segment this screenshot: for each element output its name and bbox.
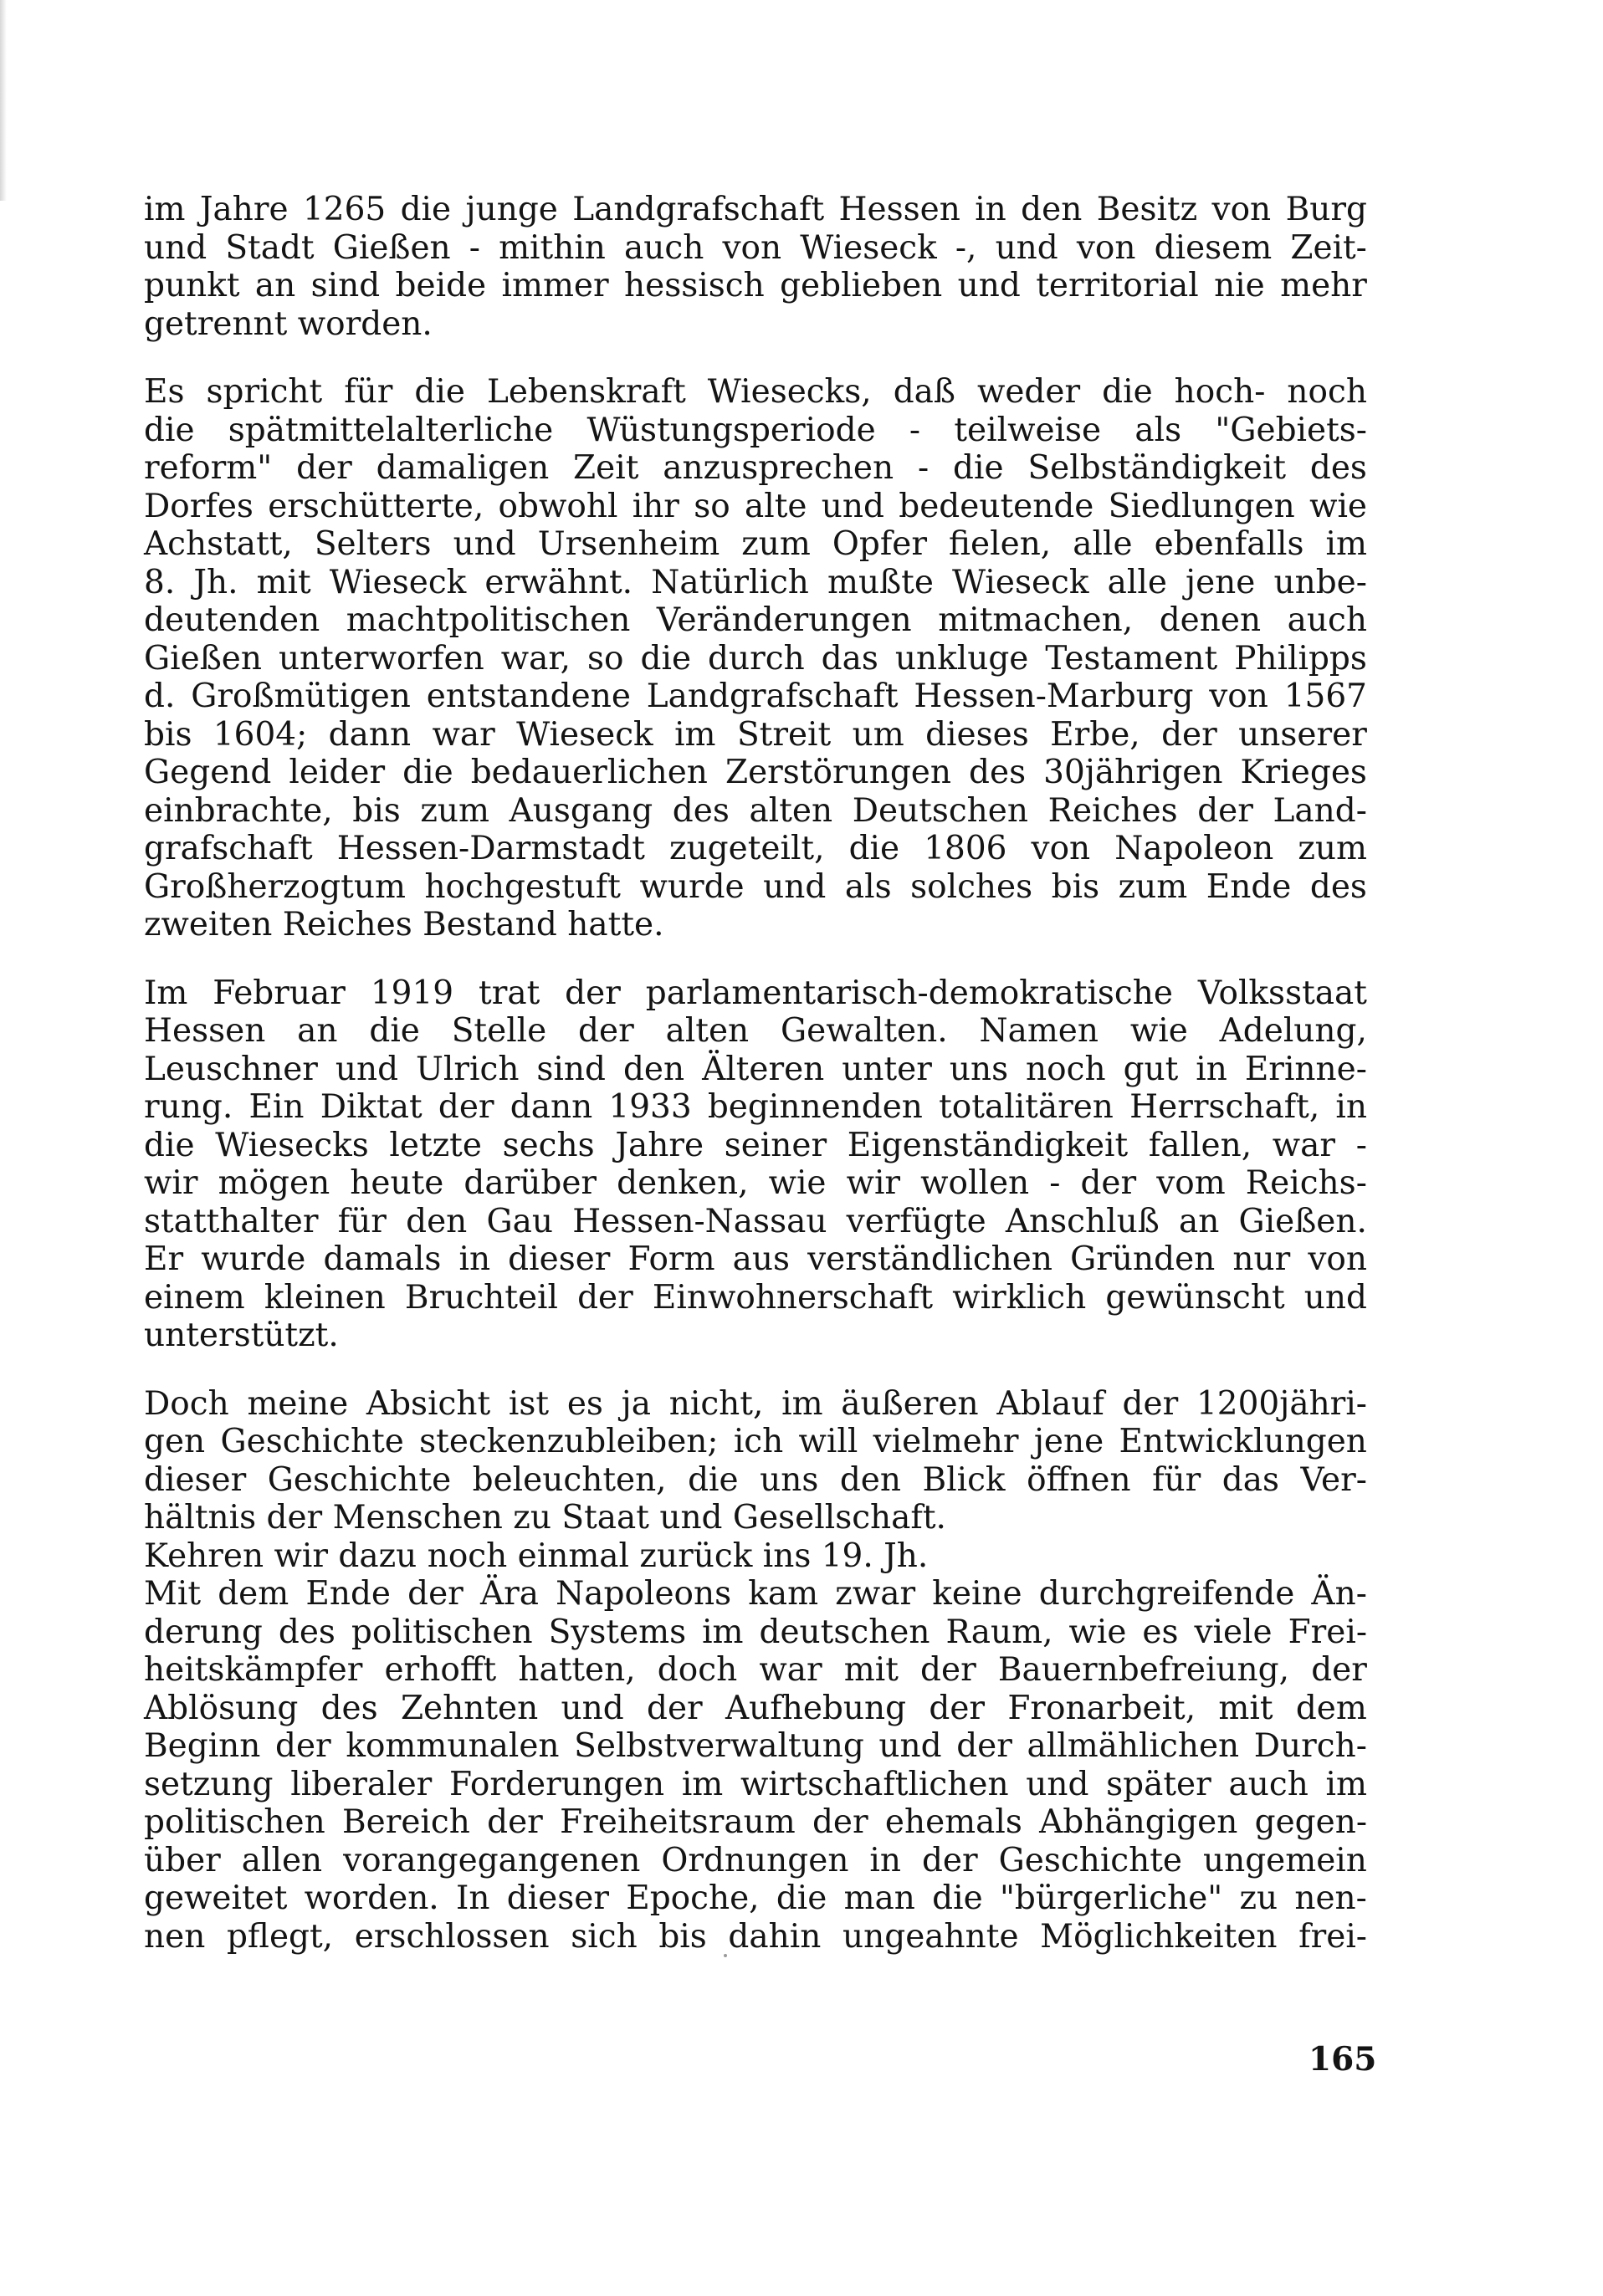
text-line: dieser Geschichte beleuchten, die uns den Blick öffnen für das Ver-: [144, 1460, 1367, 1499]
text-line: getrennt worden.: [144, 304, 433, 343]
text-line: Achstatt, Selters und Ursenheim zum Opfer fielen, alle ebenfalls im: [144, 525, 1367, 563]
paragraph: [144, 191, 1367, 343]
text-line: Beginn der kommunalen Selbstverwaltung und der allmählichen Durch-: [144, 1727, 1367, 1765]
text-line: Mit dem Ende der Ära Napoleons kam zwar keine durchgreifende Än-: [144, 1575, 1367, 1613]
text-line: Ablösung des Zehnten und der Aufhebung der Fronarbeit, mit dem: [144, 1689, 1367, 1727]
text-line: Gegend leider die bedauerlichen Zerstörungen des 30jährigen Krieges: [144, 754, 1367, 791]
scan-edge-shadow: [0, 0, 7, 201]
text-line: geweitet worden. In dieser Epoche, die man die "bürgerliche" zu nen-: [144, 1879, 1367, 1917]
text-line: Gießen unterworfen war, so die durch das unkluge Testament Philipps: [144, 639, 1367, 678]
page-number: 165: [1309, 2040, 1377, 2079]
text-line: einem kleinen Bruchteil der Einwohnerschaft wirklich gewünscht und: [144, 1278, 1367, 1317]
text-line: punkt an sind beide immer hessisch geblieben und territorial nie mehr: [144, 267, 1367, 304]
text-line: politischen Bereich der Freiheitsraum der ehemals Abhängigen gegen-: [144, 1803, 1367, 1841]
text-line: Leuschner und Ulrich sind den Älteren unter uns noch gut in Erinne-: [144, 1050, 1367, 1088]
page-body: [144, 191, 1367, 1986]
paragraph: [144, 974, 1367, 1355]
text-line: die spätmittelalterliche Wüstungsperiode - teilweise als "Gebiets-: [144, 411, 1367, 449]
text-line: Im Februar 1919 trat der parlamentarisch-demokratische Volksstaat: [144, 974, 1367, 1012]
scan-speck: [724, 1954, 727, 1957]
text-line: und Stadt Gießen - mithin auch von Wieseck -, und von diesem Zeit-: [144, 228, 1367, 267]
text-line: im Jahre 1265 die junge Landgrafschaft Hessen in den Besitz von Burg: [144, 191, 1367, 228]
text-line: gen Geschichte steckenzubleiben; ich will vielmehr jene Entwicklungen: [144, 1423, 1367, 1460]
text-line: reform" der damaligen Zeit anzusprechen - die Selbständigkeit des: [144, 449, 1367, 487]
text-line: unterstützt.: [144, 1317, 339, 1354]
text-line: grafschaft Hessen-Darmstadt zugeteilt, die 1806 von Napoleon zum: [144, 830, 1367, 867]
text-line: 8. Jh. mit Wieseck erwähnt. Natürlich mußte Wieseck alle jene unbe-: [144, 563, 1367, 601]
text-line: statthalter für den Gau Hessen-Nassau verfügte Anschluß an Gießen.: [144, 1202, 1367, 1240]
text-line: Kehren wir dazu noch einmal zurück ins 19. Jh.: [144, 1537, 929, 1575]
text-line: Er wurde damals in dieser Form aus verständlichen Gründen nur von: [144, 1240, 1367, 1278]
text-line: Dorfes erschütterte, obwohl ihr so alte und bedeutende Siedlungen wie: [144, 487, 1367, 525]
text-line: zweiten Reiches Bestand hatte.: [144, 906, 664, 943]
text-line: deutenden machtpolitischen Veränderungen mitmachen, denen auch: [144, 601, 1367, 639]
text-line: einbrachte, bis zum Ausgang des alten Deutschen Reiches der Land-: [144, 791, 1367, 830]
paragraph: [144, 1385, 1367, 1956]
text-line: Es spricht für die Lebenskraft Wiesecks, daß weder die hoch- noch: [144, 373, 1367, 411]
text-line: nen pflegt, erschlossen sich bis dahin ungeahnte Möglichkeiten frei-: [144, 1917, 1367, 1956]
text-line: heitskämpfer erhofft hatten, doch war mit der Bauernbefreiung, der: [144, 1651, 1367, 1689]
text-line: setzung liberaler Forderungen im wirtschaftlichen und später auch im: [144, 1765, 1367, 1803]
text-line: rung. Ein Diktat der dann 1933 beginnenden totalitären Herrschaft, in: [144, 1088, 1367, 1126]
text-line: Hessen an die Stelle der alten Gewalten. Namen wie Adelung,: [144, 1012, 1367, 1050]
text-line: über allen vorangegangenen Ordnungen in der Geschichte ungemein: [144, 1841, 1367, 1879]
text-line: die Wiesecks letzte sechs Jahre seiner Eigenständigkeit fallen, war -: [144, 1126, 1367, 1164]
paragraph: [144, 373, 1367, 944]
text-line: wir mögen heute darüber denken, wie wir wollen - der vom Reichs-: [144, 1164, 1367, 1202]
text-line: Großherzogtum hochgestuft wurde und als solches bis zum Ende des: [144, 867, 1367, 906]
text-line: bis 1604; dann war Wieseck im Streit um dieses Erbe, der unserer: [144, 715, 1367, 754]
text-line: derung des politischen Systems im deutschen Raum, wie es viele Frei-: [144, 1613, 1367, 1651]
text-line: hältnis der Menschen zu Staat und Gesellschaft.: [144, 1499, 946, 1537]
text-line: Doch meine Absicht ist es ja nicht, im äußeren Ablauf der 1200jähri-: [144, 1384, 1367, 1423]
text-line: d. Großmütigen entstandene Landgrafschaft Hessen-Marburg von 1567: [144, 678, 1367, 715]
